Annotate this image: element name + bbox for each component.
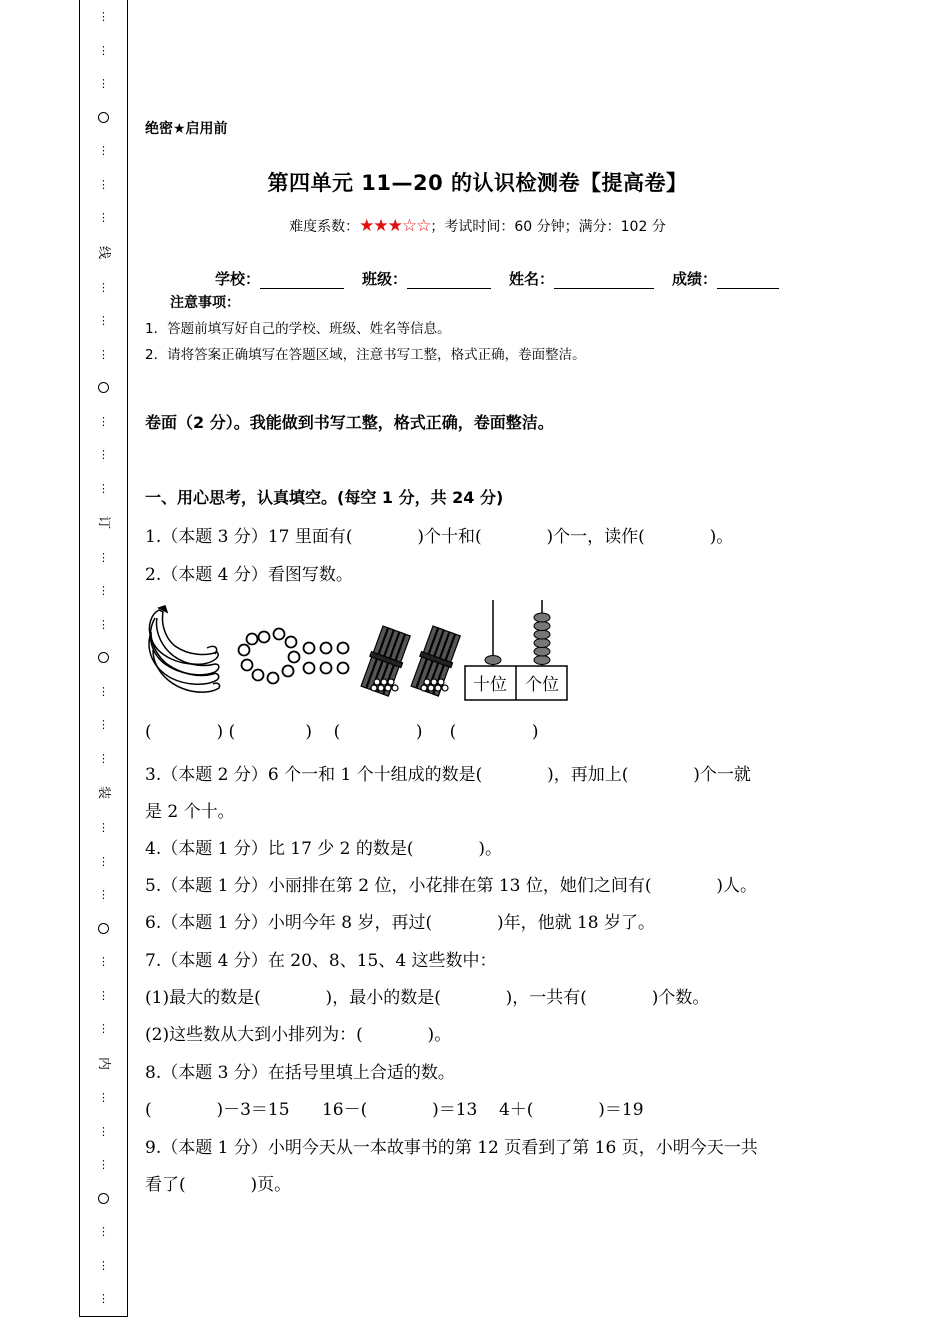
name-field[interactable] <box>554 272 654 289</box>
binding-circle <box>98 382 109 393</box>
section-1-heading: 一、用心思考，认真填空。(每空 1 分，共 24 分) <box>145 488 504 507</box>
binding-circle <box>98 923 109 934</box>
question-8-blanks: ( )－3＝15 16－( )＝13 4＋( )＝19 <box>145 1100 644 1120</box>
score-label: 成绩： <box>672 270 718 288</box>
circle-group-6 <box>304 643 349 674</box>
page-title: 第四单元 11—20 的认识检测卷【提高卷】 <box>267 171 688 195</box>
question-2-answers: ( ) ( ) ( ) ( ) <box>145 722 539 742</box>
name-label: 姓名： <box>509 270 555 288</box>
abacus-bead <box>534 630 550 639</box>
student-info-row <box>215 268 779 289</box>
score-field[interactable] <box>717 272 779 289</box>
question-1: 1.（本题 3 分）17 里面有( )个十和( )个一，读作( )。 <box>145 527 734 547</box>
difficulty-label: 难度系数： <box>289 219 360 235</box>
abacus-bead <box>534 639 550 648</box>
binding-label-order: 订 <box>95 516 111 530</box>
school-label: 学校： <box>215 270 261 288</box>
binding-marks: ⋮ ⋮ ⋮ ⋮ ⋮ ⋮ 线 ⋮ ⋮ ⋮ ⋮ ⋮ ⋮ 订 ⋮ ⋮ ⋮ ⋮ ⋮ ⋮ 装 ⋮ ⋮ ⋮ ⋮ ⋮ ⋮ 内 ⋮ ⋮ ⋮ ⋮ ⋮ ⋮ <box>95 10 111 1306</box>
binding-label-bind: 装 <box>95 786 111 800</box>
binding-circle <box>98 112 109 123</box>
binding-label-inner: 内 <box>95 1056 111 1070</box>
question-7-part-2: (2)这些数从大到小排列为：( )。 <box>145 1025 452 1045</box>
circle-ring-10 <box>239 629 300 684</box>
school-field[interactable] <box>260 272 344 289</box>
secret-label: 绝密★启用前 <box>145 121 228 137</box>
notes-item-1: 1．答题前填写好自己的学校、班级、姓名等信息。 <box>145 321 451 337</box>
question-4: 4.（本题 1 分）比 17 少 2 的数是( )。 <box>145 839 503 859</box>
difficulty-stars-filled: ★★★ <box>359 216 402 236</box>
exam-meta <box>145 216 810 236</box>
question-2: 2.（本题 4 分）看图写数。 <box>145 565 353 585</box>
abacus-beads <box>485 613 550 665</box>
abacus-bead <box>534 622 550 631</box>
difficulty-stars-empty: ☆☆ <box>401 216 431 236</box>
question-7-part-1: (1)最大的数是( )，最小的数是( )，一共有( )个数。 <box>145 988 710 1008</box>
stick-bundle-icon <box>359 625 462 696</box>
question-6: 6.（本题 1 分）小明今年 8 岁，再过( )年，他就 18 岁了。 <box>145 913 656 933</box>
question-3-line-1: 3.（本题 2 分）6 个一和 1 个十组成的数是( )，再加上( )个一就 <box>145 765 751 785</box>
binding-margin <box>79 0 128 1317</box>
question-9-line-2: 看了( )页。 <box>145 1175 292 1195</box>
question-3-line-2: 是 2 个十。 <box>145 802 235 822</box>
class-field[interactable] <box>407 272 491 289</box>
banana-bunch-icon <box>149 606 220 692</box>
question-7: 7.（本题 4 分）在 20、8、15、4 这些数中： <box>145 951 497 971</box>
question-9-line-1: 9.（本题 1 分）小明今天从一本故事书的第 12 页看到了第 16 页，小明今天一共 <box>145 1138 758 1158</box>
abacus-bead <box>534 647 550 656</box>
abacus-bead <box>534 656 550 665</box>
binding-circle <box>98 1193 109 1204</box>
abacus-tens-label: 十位 <box>473 675 507 695</box>
neatness-note: 卷面（2 分）。我能做到书写工整，格式正确，卷面整洁。 <box>145 413 554 432</box>
question-2-figures <box>145 598 575 704</box>
question-8: 8.（本题 3 分）在括号里填上合适的数。 <box>145 1063 455 1083</box>
question-5: 5.（本题 1 分）小丽排在第 2 位，小花排在第 13 位，她们之间有( )人。 <box>145 876 758 896</box>
exam-time-score: ；考试时间：60 分钟；满分：102 分 <box>430 219 666 235</box>
abacus-bead <box>534 613 550 622</box>
abacus-bead <box>485 656 501 665</box>
notes-item-2: 2．请将答案正确填写在答题区域，注意书写工整，格式正确，卷面整洁。 <box>145 347 586 363</box>
binding-circle <box>98 652 109 663</box>
abacus-ones-label: 个位 <box>525 675 559 695</box>
notes-title: 注意事项： <box>170 295 240 311</box>
class-label: 班级： <box>362 270 408 288</box>
binding-label-line: 线 <box>95 245 111 259</box>
figures-svg <box>145 598 575 704</box>
